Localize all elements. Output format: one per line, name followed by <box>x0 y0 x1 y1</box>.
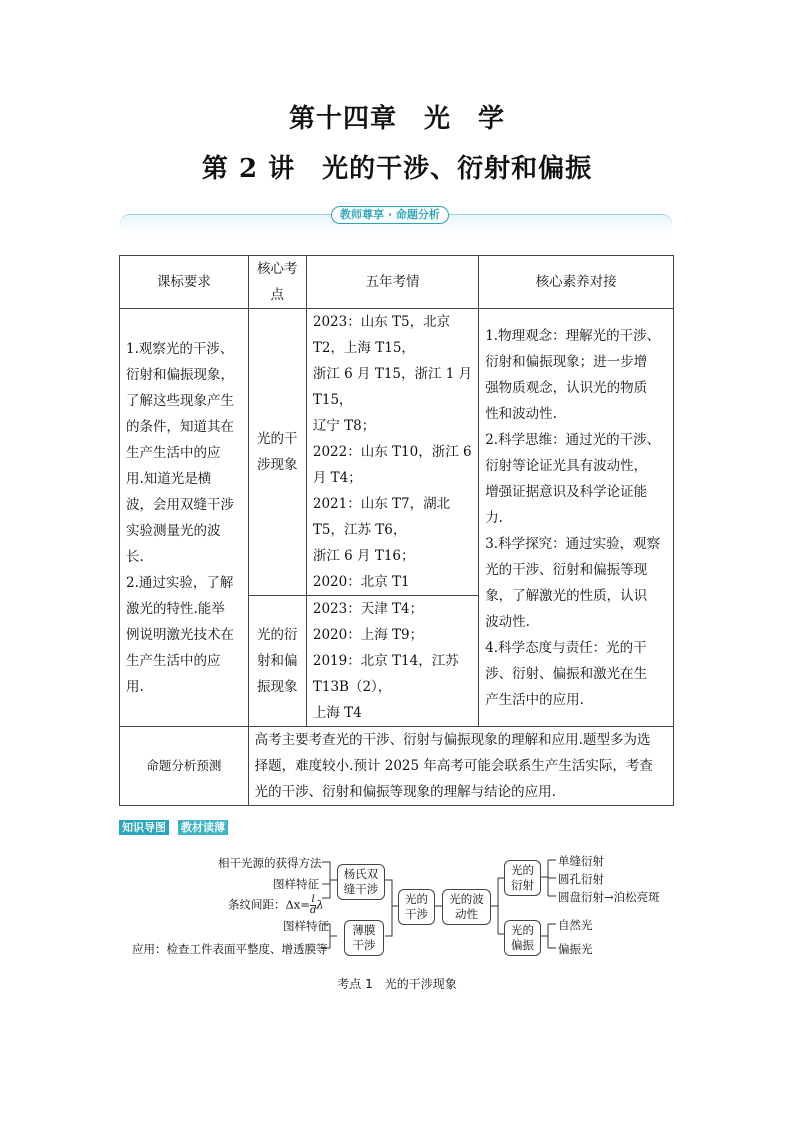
forecast-content: 高考主要考查光的干涉、衍射与偏振现象的理解和应用.题型多为选 择题，难度较小.预计 2025 年高考可能会联系生产生活实际，考查 光的干涉、衍射和偏振等现象的理解与结论的应用. <box>248 727 673 806</box>
header-cell: 核心素养对接 <box>479 256 674 309</box>
chapter-title: 第十四章 光 学 <box>288 104 505 134</box>
mm-pattern-feature-2: 图样特征 <box>283 919 329 933</box>
topic-cell-diffraction: 光的衍 射和偏 振现象 <box>248 596 306 727</box>
mm-disc-diffraction: 圆盘衍射→泊松亮斑 <box>558 890 660 904</box>
mm-pattern-feature-1: 图样特征 <box>273 877 319 891</box>
literacy-cell: 1.物理观念：理解光的干涉、 衍射和偏振现象；进一步增 强物质观念，认识光的物质 性和波动性. 2.科学思维：通过光的干涉、 衍射等论证光具有波动性， 增强证据意识及科学论证能 力. 3.科学探究：通过实验，观察 光的干涉、衍射和偏振等现 象，了解激光的性质，认识 波动性. 4.科学态度与责任：光的干 涉、衍射、偏振和激光在生 产生活中的应用. <box>479 309 674 727</box>
mm-single-slit: 单缝衍射 <box>558 854 604 868</box>
header-cell: 核心考点 <box>248 256 306 309</box>
mm-natural-light: 自然光 <box>558 918 593 932</box>
table-row <box>120 727 674 806</box>
mm-node-film: 薄膜 干涉 <box>344 920 384 956</box>
header-cell: 课标要求 <box>120 256 249 309</box>
mm-node-diffraction: 光的 衍射 <box>504 860 541 896</box>
mm-node-interference: 光的 干涉 <box>398 889 435 925</box>
knowledge-map-tag: 知识导图 <box>119 820 169 835</box>
mindmap-connectors <box>0 840 794 970</box>
mm-node-polarization: 光的 偏振 <box>504 920 541 956</box>
topic-caption: 考点 1 光的干涉现象 <box>337 977 457 991</box>
mm-fringe-spacing: 条纹间距：Δx= $\frac{l}{d}$ λ <box>228 894 324 916</box>
forecast-label: 命题分析预测 <box>120 727 249 806</box>
syllabus-table <box>119 255 674 806</box>
banner-label: 教师尊享 · 命题分析 <box>331 206 449 224</box>
mm-node-yang: 杨氏双 缝干涉 <box>337 864 385 900</box>
mm-polarized-light: 偏振光 <box>558 942 593 956</box>
exam-cell-diffraction: 2023：天津 T4； 2020：上海 T9； 2019：北京 T14，江苏 T13B（2）， 上海 T4 <box>306 596 478 727</box>
mm-node-wave: 光的波 动性 <box>442 889 491 925</box>
mm-application: 应用：检查工件表面平整度、增透膜等 <box>132 942 328 956</box>
topic-cell-interference: 光的干 涉现象 <box>248 309 306 596</box>
curriculum-cell: 1.观察光的干涉、 衍射和偏振现象， 了解这些现象产生 的条件，知道其在 生产生活中的应 用.知道光是横 波，会用双缝干涉 实验测量光的波 长. 2.通过实验，了解 激光的特性.能举 例说明激光技术在 生产生活中的应 用. <box>120 309 249 727</box>
lecture-title: 第 2 讲 光的干涉、衍射和偏振 <box>201 154 593 184</box>
header-cell: 五年考情 <box>306 256 478 309</box>
mm-coherent-source: 相干光源的获得方法 <box>218 856 322 870</box>
table-header-row <box>120 256 674 309</box>
mm-circular-hole: 圆孔衍射 <box>558 872 604 886</box>
table-row <box>120 309 674 596</box>
textbook-tag: 教材读薄 <box>178 820 228 835</box>
exam-cell-interference: 2023：山东 T5，北京 T2，上海 T15， 浙江 6 月 T15，浙江 1 月 T15， 辽宁 T8； 2022：山东 T10，浙江 6 月 T4； 2021：山东 T7，湖北 T5，江苏 T6， 浙江 6 月 T16； 2020：北京 T1 <box>306 309 478 596</box>
